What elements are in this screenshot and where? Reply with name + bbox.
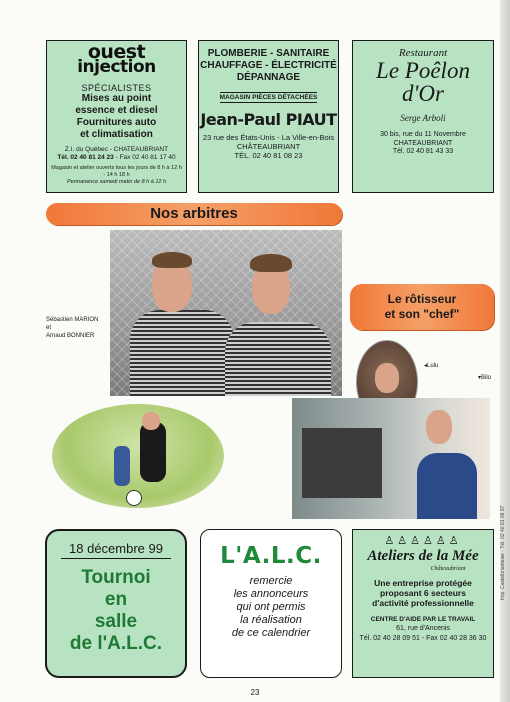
tournoi-line1: Tournoi: [81, 567, 151, 588]
alc-line4: la réalisation: [240, 614, 302, 626]
caption-line3: Arnaud BONNIER: [46, 333, 95, 339]
referee1-hair: [152, 252, 192, 268]
ouest-tel: Tél. 02 40 81 24 23: [57, 154, 114, 161]
referee2-body: [225, 322, 331, 396]
service-line1: Mises au point: [81, 93, 152, 104]
printer-credit: Imp. Castelbriantaise - Tél. 02 40 81 09 97: [500, 505, 506, 600]
alc-title: L'A.L.C.: [220, 543, 322, 569]
rotisserie-oven: [302, 428, 382, 498]
piaut-title-line1: PLOMBERIE - SANITAIRE: [207, 48, 330, 59]
chef-face: [426, 410, 452, 444]
page-number: 23: [250, 688, 260, 697]
poelon-chef: Serge Arboli: [400, 113, 446, 123]
referees-caption: [46, 316, 98, 340]
poelon-address: 30 bis, rue du 11 Novembre: [380, 131, 466, 138]
ateliers-address: 61, rue d'Ancenis: [396, 625, 450, 632]
caption-line1: Sébastien MARION: [46, 317, 99, 323]
service-line2: essence et diesel: [75, 105, 158, 116]
piaut-address: 23 rue des États-Unis - La Ville-en-Bois: [202, 133, 335, 142]
tournoi-date: 18 décembre 99: [69, 541, 163, 556]
piaut-title-line3: DÉPANNAGE: [236, 72, 301, 83]
chef-figure: [417, 453, 477, 519]
ad-tournoi: [45, 529, 187, 678]
adult-figure: [140, 422, 166, 482]
ateliers-title: Ateliers de la Mée: [367, 548, 479, 564]
ateliers-tel: Tél. 02 40 28 09 51: [359, 635, 420, 642]
football-icon: [126, 490, 142, 506]
logo-line1: ouest: [87, 41, 146, 63]
piaut-city: CHÂTEAUBRIANT: [236, 142, 301, 151]
caption-line2: et: [46, 325, 52, 331]
ateliers-contact: Tél. 02 40 28 09 51 - Fax 02 40 28 36 30: [359, 635, 487, 642]
bilo-caption-text: Bilo: [481, 375, 492, 381]
poelon-city: CHATEAUBRIANT: [393, 139, 453, 147]
ad-ateliers-mee: [352, 529, 494, 678]
banner-arbitres: Nos arbitres: [46, 203, 342, 225]
adult-face: [142, 412, 160, 430]
referee1-body: [130, 310, 234, 396]
kitchen-photo: [292, 398, 490, 519]
rotisseur-line1: Le rôtisseur: [387, 292, 457, 306]
ateliers-line1: Une entreprise protégée: [374, 578, 472, 588]
arrow-down-icon: ▾: [478, 375, 482, 381]
ouest-injection-logo: [55, 41, 179, 79]
poelon-tel: Tél. 02 40 81 43 33: [392, 148, 454, 155]
piaut-title-line2: CHAUFFAGE - ÉLECTRICITÉ: [200, 60, 337, 71]
tournoi-text: [47, 567, 185, 655]
rotisseur-line2: et son "chef": [384, 307, 460, 321]
bilo-caption: [478, 374, 491, 382]
alc-text: [201, 575, 341, 640]
date-underline: [61, 558, 171, 559]
alc-line3: qui ont permis: [236, 601, 306, 613]
referees-photo: [110, 230, 342, 396]
banner-rotisseur: [350, 284, 494, 330]
piaut-name: Jean-Paul PIAUT: [200, 110, 337, 129]
ouest-permanence: Permanence samedi matin de 8 h à 12 h: [66, 179, 167, 185]
ouest-contact: Tél. 02 40 81 24 23 - Fax 02 40 81 17 40: [57, 154, 176, 161]
ad-alc-thanks: [200, 529, 342, 678]
alc-line1: remercie: [249, 575, 293, 587]
logo-line2: injection: [77, 57, 156, 77]
ad-poelon-dor: [352, 40, 494, 193]
ateliers-line3: d'activité professionnelle: [372, 598, 474, 608]
arrow-left-icon: ◂: [424, 363, 428, 369]
alc-line2: les annonceurs: [233, 588, 309, 600]
ateliers-line2: proposant 6 secteurs: [380, 588, 466, 598]
poelon-name2: d'Or: [402, 81, 444, 106]
service-line4: et climatisation: [80, 129, 153, 140]
lulu-caption: [424, 362, 438, 370]
poelon-name1: Le Poêlon: [376, 58, 470, 83]
piaut-magasin: MAGASIN PIÈCES DÉTACHÉES: [219, 94, 318, 101]
ouest-fax: Fax 02 40 81 17 40: [119, 154, 176, 161]
ateliers-city: Châteaubriant: [430, 566, 466, 572]
alc-line5: de ce calendrier: [231, 627, 311, 639]
tournoi-line2: en: [104, 589, 128, 610]
ouest-hours: Magasin et atelier ouverts tous les jours de 8 h à 12 h - 14 h 18 h: [51, 165, 182, 178]
ad-piaut: [198, 40, 339, 193]
referee2-hair: [250, 254, 292, 272]
workers-figures-icon: ♙♙♙♙♙♙: [384, 535, 462, 547]
child-figure: [114, 446, 130, 486]
specialistes-label: SPÉCIALISTES: [81, 83, 152, 93]
service-line3: Fournitures auto: [76, 117, 157, 128]
ateliers-fax: Fax 02 40 28 36 30: [426, 635, 487, 642]
poelon-restaurant: Restaurant: [398, 47, 448, 59]
ad-ouest-injection: [46, 40, 187, 193]
ouest-address: Z.I. du Québec - CHATEAUBRIANT: [64, 146, 169, 153]
lulu-caption-text: Lulu: [427, 363, 439, 369]
lulu-face: [375, 363, 399, 393]
tournoi-line4: de l'A.L.C.: [69, 633, 163, 654]
ateliers-center: CENTRE D'AIDE PAR LE TRAVAIL: [370, 616, 476, 623]
piaut-tel: TÉL. 02 40 81 08 23: [234, 151, 303, 160]
tournoi-line3: salle: [94, 611, 138, 632]
piaut-title: [199, 48, 338, 84]
child-football-photo: [52, 404, 224, 508]
